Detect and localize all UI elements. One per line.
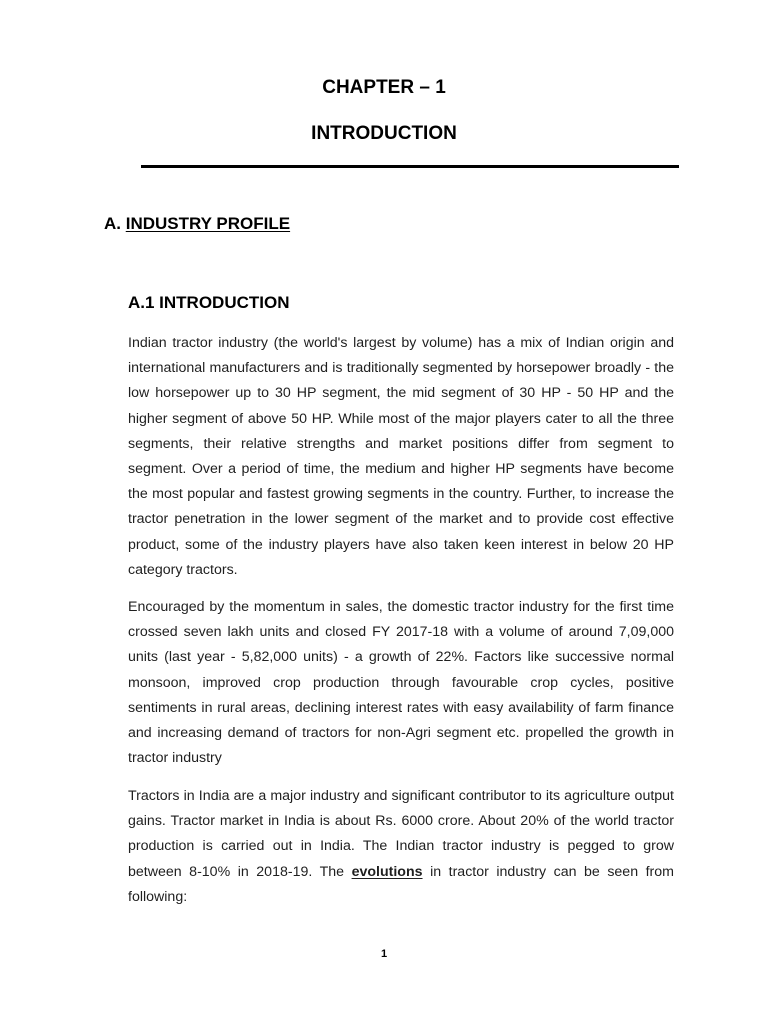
evolutions-emphasis: evolutions xyxy=(351,863,423,880)
paragraph-2: Encouraged by the momentum in sales, the domestic tractor industry for the first time crossed seven lakh units and closed FY 2017-18 with a volume of around 7,09,000 units (last year - 5,82,000 units) - a growth of 22%. Factors like successive normal monsoon, improved crop production through favourable crop cycles, positive sentiments in rural areas, declining interest rates with easy availability of farm finance and increasing demand of tractors for non-Agri segment etc. propelled the growth in tractor industry xyxy=(128,599,674,767)
paragraph-3 xyxy=(128,784,674,910)
section-title: INDUSTRY PROFILE xyxy=(125,214,291,233)
subsection-heading: A.1 INTRODUCTION xyxy=(128,293,290,312)
section-prefix: A. xyxy=(104,214,126,233)
chapter-title: CHAPTER – 1 xyxy=(322,77,446,98)
paragraph-1: Indian tractor industry (the world's largest by volume) has a mix of Indian origin and international manufacturers and is traditionally segmented by horsepower broadly - the low horsepower up to 30 HP segment, the mid segment of 30 HP - 50 HP and the higher segment of above 50 HP. While most of the major players cater to all the three segments, their relative strengths and market positions differ from segment to segment. Over a period of time, the medium and higher HP segments have become the most popular and fastest growing segments in the country. Further, to increase the tractor penetration in the lower segment of the market and to provide cost effective product, some of the industry players have also taken keen interest in below 20 HP category tractors. xyxy=(128,335,674,578)
section-heading xyxy=(104,214,290,234)
paragraph-3-text-start: Tractors in India are a major industry and significant contributor to its agriculture output gains. Tractor market in India is about Rs. 6000 crore. About 20% of the world tractor production is carried out in India. The Indian tractor industry is pegged to grow between 8-10% in 2018-19. The xyxy=(128,788,674,880)
paragraph-3-text-end: in tractor industry can be seen from following: xyxy=(128,863,674,905)
title-divider xyxy=(141,165,679,168)
page-number: 1 xyxy=(380,948,388,960)
chapter-subtitle: INTRODUCTION xyxy=(311,123,457,144)
